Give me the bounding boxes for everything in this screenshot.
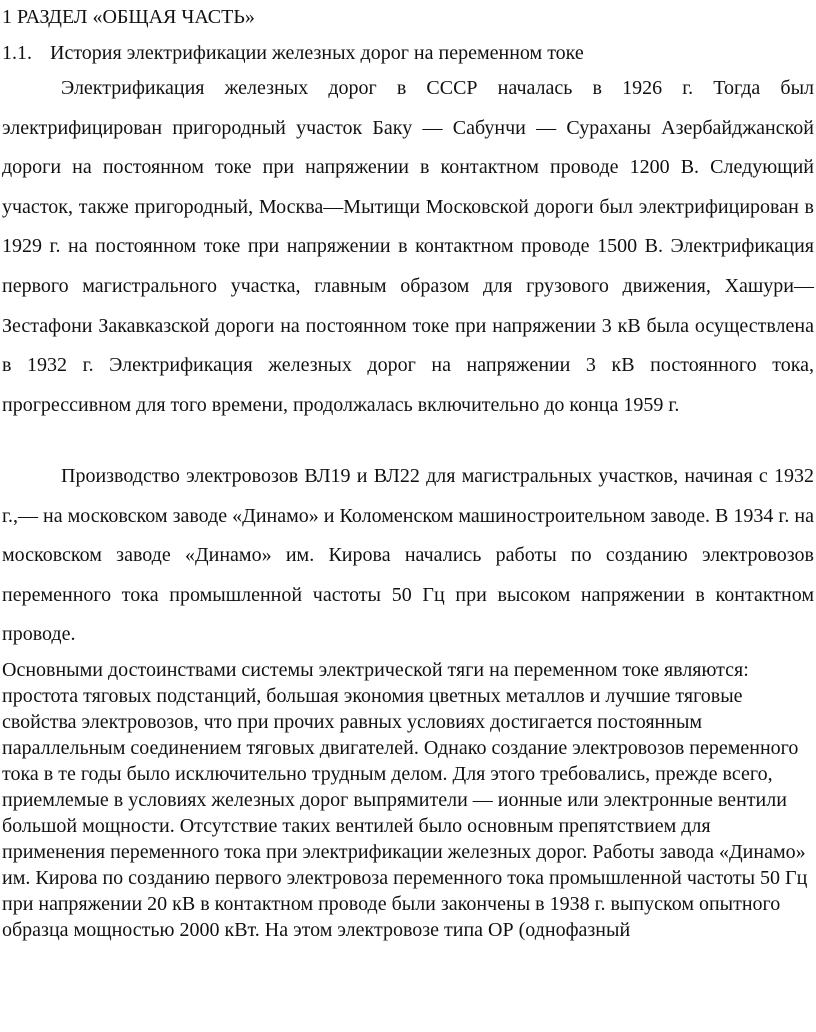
subsection-number: 1.1. — [2, 42, 32, 64]
paragraph-locomotive-production: Производство электровозов ВЛ19 и ВЛ22 для магистральных участков, начиная с 1932 г.,— на московском заводе «Динамо» и Коломенском машиностроительном заводе. В 1934 г. на московском заводе «Динамо» им. Кирова начались работы по созданию электровозов переменного тока промышленной частоты 50 Гц при высоком напряжении в контактном проводе. — [2, 465, 814, 646]
subsection-heading — [2, 40, 584, 66]
paragraph-electrification-history: Электрификация железных дорог в СССР началась в 1926 г. Тогда был электрифицирован пригородный участок Баку — Сабунчи — Сураханы Азербайджанской дороги на постоянном токе при напряжении в контактном проводе 1200 В. Следующий участок, также пригородный, Москва—Мытищи Московской дороги был электрифицирован в 1929 г. на постоянном токе при напряжении в контактном проводе 1500 В. Электрификация первого магистрального участка, главным образом для грузового движения, Хашури—Зестафони Закавказской дороги на постоянном токе при напряжении 3 кВ была осуществлена в 1932 г. Электрификация железных дорог на напряжении 3 кВ постоянного тока, прогрессивном для того времени, продолжалась включительно до конца 1959 г. — [2, 77, 814, 416]
section-title: 1 РАЗДЕЛ «ОБЩАЯ ЧАСТЬ» — [2, 6, 255, 28]
subsection-title: История электрификации железных дорог на переменном токе — [50, 42, 584, 64]
paragraph-ac-advantages: Основными достоинствами системы электрической тяги на переменном токе являются: простота тяговых подстанций, большая экономия цветных металлов и лучшие тяговые свойства электровозов, что при прочих равных условиях достигается постоянным параллельным соединением тяговых двигателей. Однако создание электровозов переменного тока в те годы было исключительно трудным делом. Для этого требовались, прежде всего, приемлемые в условиях железных дорог выпрямители — ионные или электронные вентили большой мощности. Отсутствие таких вентилей было основным препятствием для применения переменного тока при электрификации железных дорог. Работы завода «Динамо» им. Кирова по созданию первого электровоза переменного тока промышленной частоты 50 Гц при напряжении 20 кВ в контактном проводе были закончены в 1938 г. выпуском опытного образца мощностью 2000 кВт. На этом электровозе типа ОР (однофазный — [2, 659, 808, 941]
